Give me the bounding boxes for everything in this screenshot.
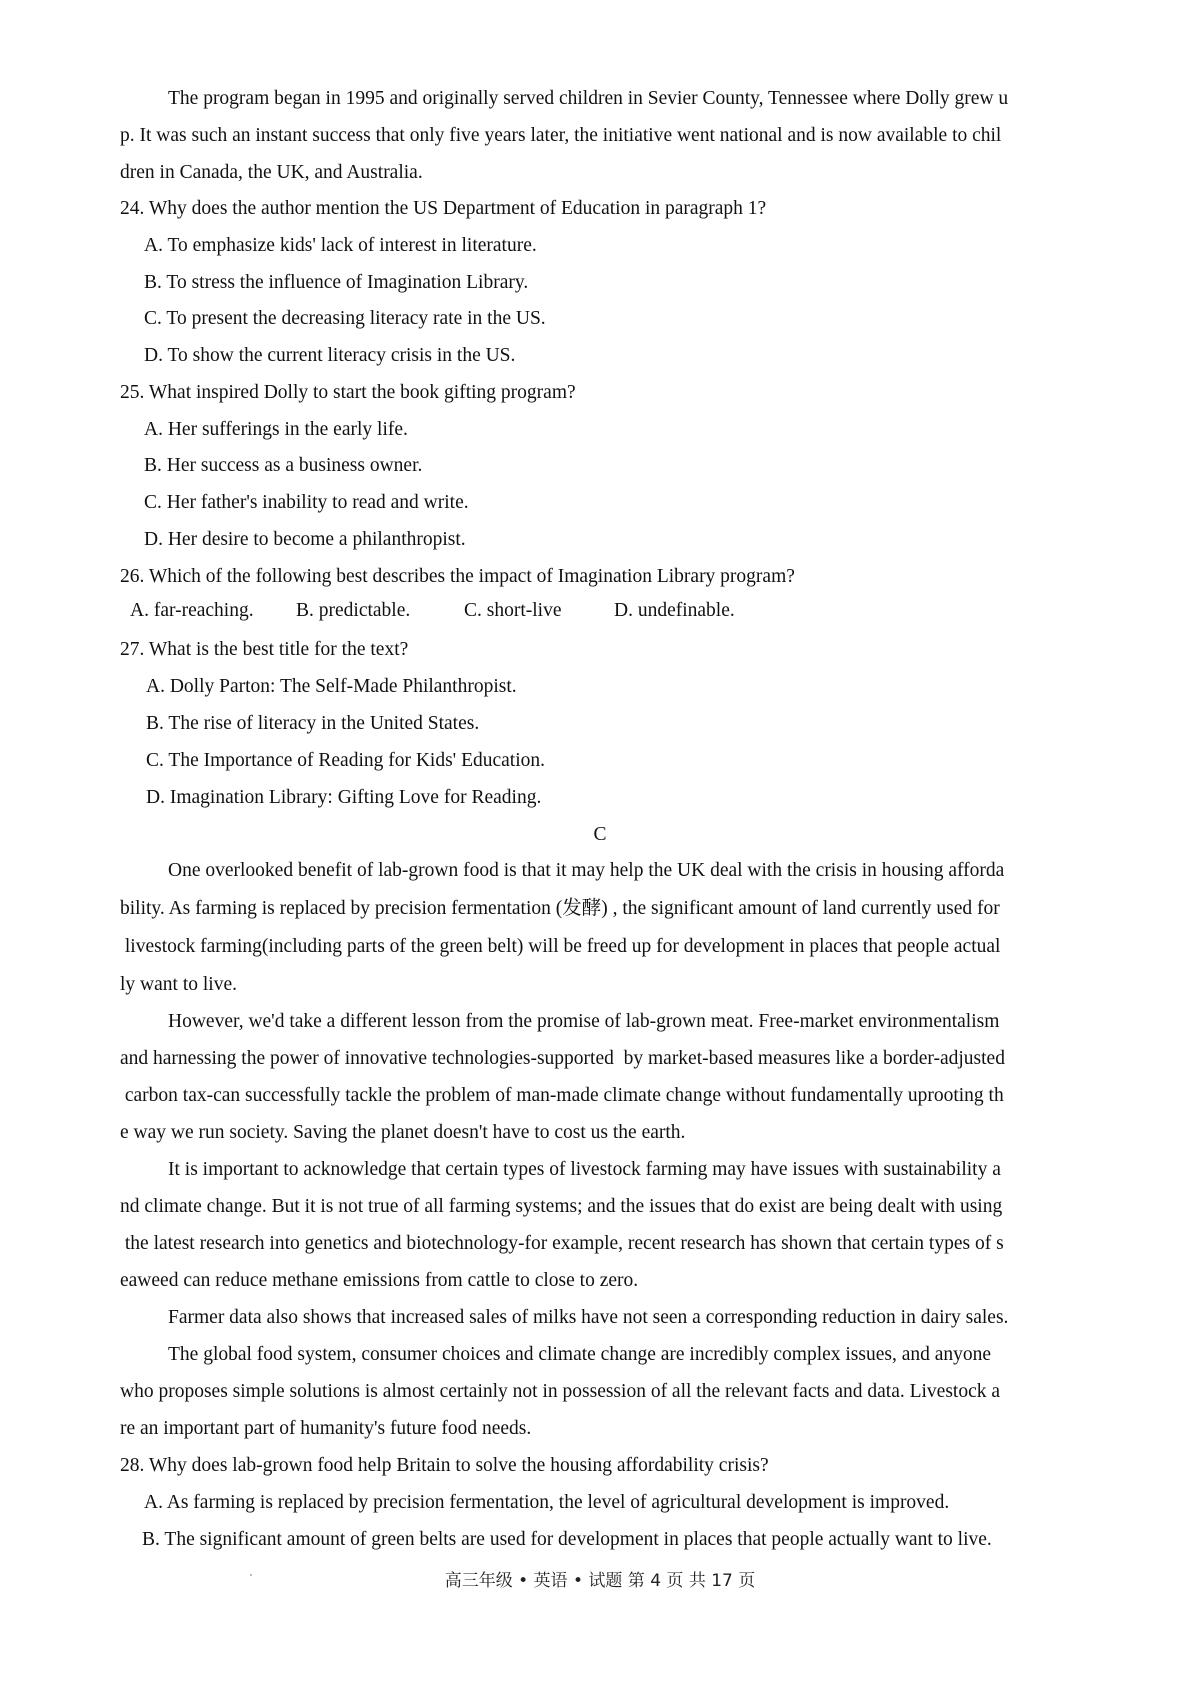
passage-line: who proposes simple solutions is almost certainly not in possession of all the relevant facts and data. Livestock a: [120, 1381, 1001, 1402]
answer-option: C. The Importance of Reading for Kids' Education.: [146, 750, 546, 771]
answer-option: A. To emphasize kids' lack of interest in literature.: [144, 235, 537, 256]
answer-option: D. Imagination Library: Gifting Love for Reading.: [146, 787, 542, 808]
passage-line: It is important to acknowledge that certain types of livestock farming may have issues with sustainability a: [168, 1159, 1001, 1180]
passage-line: livestock farming(including parts of the green belt) will be freed up for development in places that people actual: [120, 936, 1001, 957]
passage-line: However, we'd take a different lesson from the promise of lab-grown meat. Free-market environmentalism: [168, 1011, 1000, 1032]
answer-option: C. To present the decreasing literacy rate in the US.: [144, 308, 546, 329]
section-heading: C: [593, 824, 607, 845]
answer-option: B. Her success as a business owner.: [144, 455, 423, 476]
answer-option: A. Her sufferings in the early life.: [144, 419, 408, 440]
answer-option: C. Her father's inability to read and write.: [144, 492, 469, 513]
page-footer: 高三年级 • 英语 • 试题 第 4 页 共 17 页: [444, 1571, 756, 1591]
question-stem: 25. What inspired Dolly to start the book gifting program?: [120, 382, 576, 403]
answer-option: A. Dolly Parton: The Self-Made Philanthropist.: [146, 676, 517, 697]
passage-line: carbon tax-can successfully tackle the problem of man-made climate change without fundamentally uprooting th: [120, 1085, 1004, 1106]
answer-option: D. Her desire to become a philanthropist.: [144, 529, 466, 550]
answer-option: C. short-live: [464, 600, 562, 621]
answer-option: B. The significant amount of green belts are used for development in places that people actually want to live.: [142, 1529, 992, 1550]
passage-line: and harnessing the power of innovative technologies-supported by market-based measures like a border-adjusted: [120, 1048, 1005, 1069]
passage-line: re an important part of humanity's future food needs.: [120, 1418, 532, 1439]
question-stem: 27. What is the best title for the text?: [120, 639, 409, 660]
passage-line: The global food system, consumer choices and climate change are incredibly complex issues, and anyone: [168, 1344, 992, 1365]
passage-line: ly want to live.: [120, 974, 237, 995]
passage-line: e way we run society. Saving the planet doesn't have to cost us the earth.: [120, 1122, 686, 1143]
passage-line: the latest research into genetics and biotechnology-for example, recent research has shown that certain types of s: [120, 1233, 1004, 1254]
question-stem: 28. Why does lab-grown food help Britain to solve the housing affordability crisis?: [120, 1455, 769, 1476]
passage-line: eaweed can reduce methane emissions from cattle to close to zero.: [120, 1270, 639, 1291]
answer-option: D. undefinable.: [614, 600, 735, 621]
answer-option: A. As farming is replaced by precision fermentation, the level of agricultural development is improved.: [144, 1492, 950, 1513]
answer-option: D. To show the current literacy crisis in the US.: [144, 345, 516, 366]
answer-option: B. predictable.: [296, 600, 411, 621]
answer-option: B. To stress the influence of Imagination Library.: [144, 272, 529, 293]
passage-line: Farmer data also shows that increased sales of milks have not seen a corresponding reduction in dairy sales.: [168, 1307, 1009, 1328]
passage-line: One overlooked benefit of lab-grown food is that it may help the UK deal with the crisis in housing afforda: [168, 860, 1005, 881]
answer-option: A. far-reaching.: [130, 600, 254, 621]
passage-line: The program began in 1995 and originally served children in Sevier County, Tennessee where Dolly grew u: [168, 88, 1009, 109]
passage-line: p. It was such an instant success that only five years later, the initiative went national and is now available to chil: [120, 125, 1002, 146]
passage-line: bility. As farming is replaced by precision fermentation (发酵) , the significant amount of land currently used for: [120, 898, 1000, 919]
passage-line: nd climate change. But it is not true of all farming systems; and the issues that do exist are being dealt with using: [120, 1196, 1003, 1217]
question-stem: 24. Why does the author mention the US Department of Education in paragraph 1?: [120, 198, 767, 219]
answer-option: B. The rise of literacy in the United States.: [146, 713, 480, 734]
question-stem: 26. Which of the following best describes the impact of Imagination Library program?: [120, 566, 795, 587]
passage-line: dren in Canada, the UK, and Australia.: [120, 162, 423, 183]
